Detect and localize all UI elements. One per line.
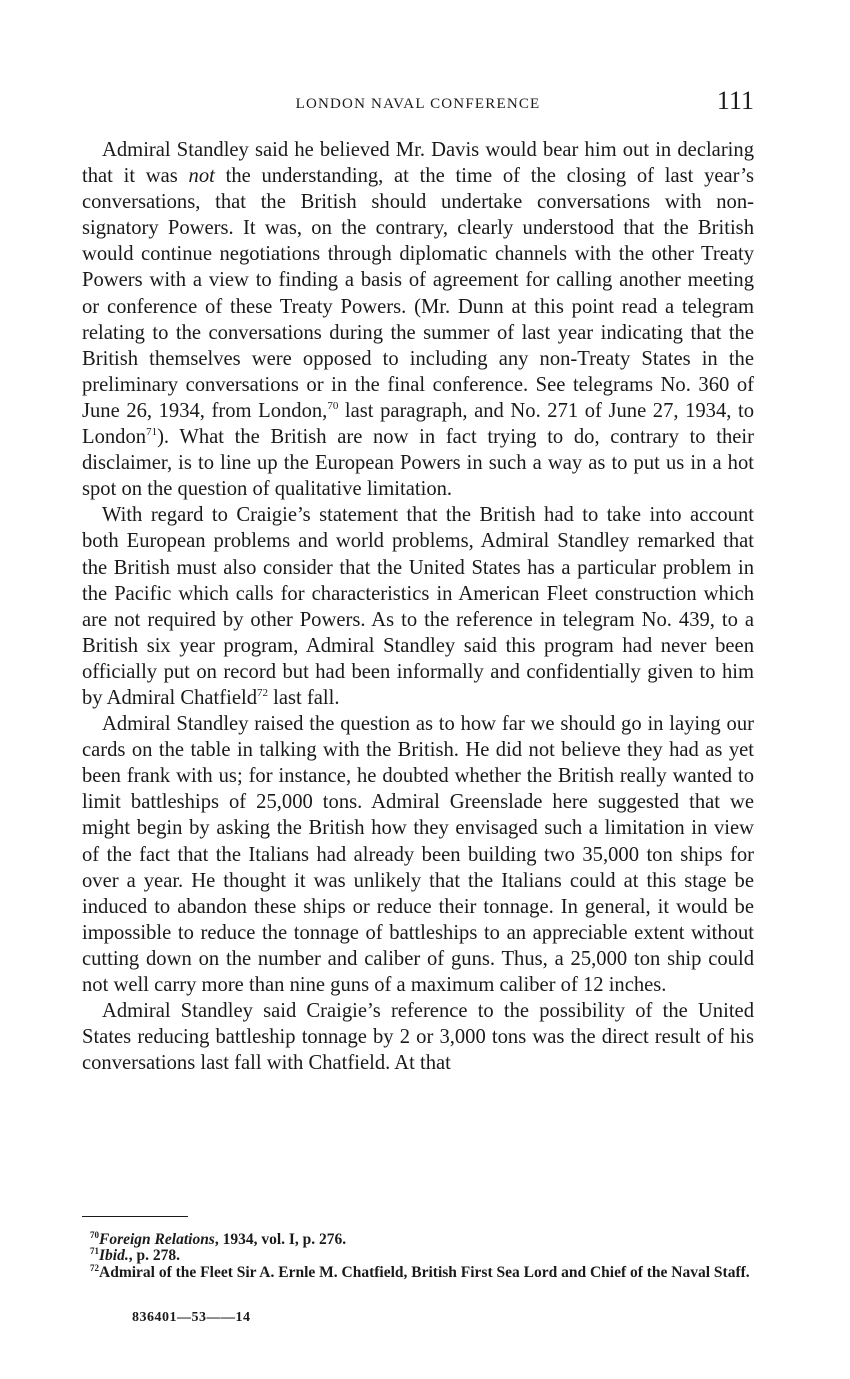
page-header <box>82 86 754 126</box>
footnote-number-71: 71 <box>90 1246 99 1257</box>
footnote-divider <box>82 1216 188 1217</box>
footnote-72 <box>82 1262 754 1281</box>
paragraph-2 <box>82 502 754 711</box>
running-title: LONDON NAVAL CONFERENCE <box>295 96 541 112</box>
footnote-ref-72[interactable]: 72 <box>257 686 269 699</box>
footnote-number-70: 70 <box>90 1230 99 1240</box>
paragraph-2-text-a: With regard to Craigie’s statement that the British had to take into account both European problems and world problems, Admiral Standley remarked that the British must also consider that the United States has a particular problem in the Pacific which calls for characteristics in American Fleet construction which are not required by other Powers. As to the reference in telegram No. 439, to a British six year program, Admiral Standley said this program had never been officially put on record but had been informally and confidentially given to him by Admiral Chatfield <box>82 504 754 709</box>
paragraph-1 <box>82 137 754 502</box>
footnote-number-72: 72 <box>90 1262 99 1273</box>
paragraph-3: Admiral Standley raised the question as to how far we should go in laying our cards on the table in talking with the British. He did not believe they had as yet been frank with us; for instance, he doubted whether the British really wanted to limit battleships of 25,000 tons. Admiral Greenslade here suggested that we might begin by asking the British how they envisaged such a limitation in view of the fact that the Italians had already been building two 35,000 ton ships for over a year. He thought it was unlikely that the Italians could at this stage be induced to abandon these ships or reduce their tonnage. In general, it would be impossible to reduce the tonnage of battleships to an appreciable extent without cutting down on the number and caliber of guns. Thus, a 25,000 ton ship could not well carry more than nine guns of a maximum caliber of 12 inches. <box>82 713 754 996</box>
footnote-71-title: Ibid. <box>99 1247 129 1265</box>
paragraph-2-text-b: last fall. <box>268 686 340 709</box>
page-number: 111 <box>716 86 754 115</box>
footnote-70 <box>82 1232 754 1248</box>
footnote-70-title: Foreign Relations <box>99 1231 215 1248</box>
paragraph-1-text-d: ). What the British are now in fact trying to do, contrary to their disclaimer, is to line up the European Powers in such a way as to put us in a hot spot on the question of qualitative limitation. <box>82 426 754 501</box>
body-text <box>82 137 754 1076</box>
footnote-ref-71[interactable]: 71 <box>146 426 158 439</box>
footnote-70-text: , 1934, vol. I, p. 276. <box>214 1231 347 1248</box>
paragraph-1-text-c: last paragraph, and No. 271 of June 27, 1934, to London <box>82 399 755 449</box>
footnote-71 <box>82 1248 754 1264</box>
paragraph-1-text-a: Admiral Standley said he believed Mr. Davis would bear him out in declaring that it was <box>82 139 754 188</box>
footnote-72-text: Admiral of the Fleet Sir A. Ernle M. Chatfield, British First Sea Lord and Chief of the Naval Staff. <box>99 1263 750 1281</box>
footnote-71-text: , p. 278. <box>128 1247 180 1265</box>
footnote-ref-70[interactable]: 70 <box>327 399 339 412</box>
footnotes <box>82 1232 754 1281</box>
printer-code: 836401—53——14 <box>132 1310 251 1325</box>
emphasis-not: not <box>188 165 215 188</box>
paragraph-4: Admiral Standley said Craigie’s reference to the possibility of the United States reducing battleship tonnage by 2 or 3,000 tons was the direct result of his conversations last fall with Chatfield. At that <box>82 1000 754 1075</box>
paragraph-1-text-b: the understanding, at the time of the closing of last year’s conversations, that the British should undertake conversations with non-signatory Powers. It was, on the contrary, clearly understood that the British would continue negotiations through diplomatic channels with the other Treaty Powers with a view to finding a basis of agreement for calling another meeting or conference of these Treaty Powers. (Mr. Dunn at this point read a telegram relating to the conversations during the summer of last year indicating that the British themselves were opposed to including any non-Treaty States in the preliminary conversations or in the final conference. See telegrams No. 360 of June 26, 1934, from London, <box>82 165 754 422</box>
